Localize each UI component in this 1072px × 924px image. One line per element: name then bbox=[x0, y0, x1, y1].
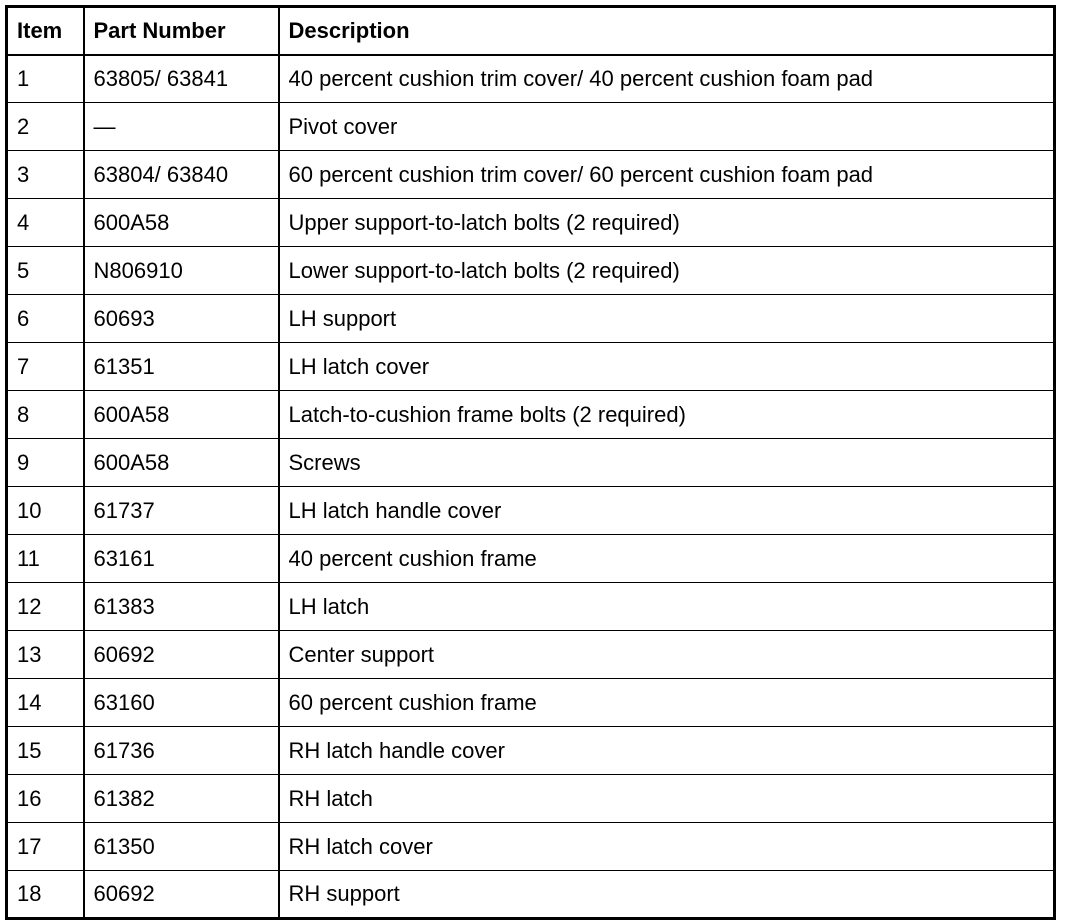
cell-item: 7 bbox=[7, 343, 84, 391]
cell-description: Lower support-to-latch bolts (2 required) bbox=[279, 247, 1055, 295]
cell-part-number: 600A58 bbox=[84, 391, 279, 439]
cell-item: 17 bbox=[7, 823, 84, 871]
cell-description: LH latch bbox=[279, 583, 1055, 631]
table-row bbox=[7, 631, 1055, 679]
cell-description: 40 percent cushion frame bbox=[279, 535, 1055, 583]
cell-part-number: — bbox=[84, 103, 279, 151]
cell-item: 13 bbox=[7, 631, 84, 679]
cell-item: 6 bbox=[7, 295, 84, 343]
cell-item: 10 bbox=[7, 487, 84, 535]
cell-part-number: 60692 bbox=[84, 871, 279, 919]
cell-part-number: 60693 bbox=[84, 295, 279, 343]
table-body bbox=[7, 55, 1055, 919]
cell-item: 4 bbox=[7, 199, 84, 247]
cell-item: 15 bbox=[7, 727, 84, 775]
header-part-number: Part Number bbox=[84, 7, 279, 55]
cell-description: LH latch cover bbox=[279, 343, 1055, 391]
table-row bbox=[7, 343, 1055, 391]
cell-item: 1 bbox=[7, 55, 84, 103]
cell-description: Center support bbox=[279, 631, 1055, 679]
cell-item: 5 bbox=[7, 247, 84, 295]
table-row bbox=[7, 55, 1055, 103]
cell-part-number: 61351 bbox=[84, 343, 279, 391]
table-row bbox=[7, 775, 1055, 823]
cell-item: 16 bbox=[7, 775, 84, 823]
header-description: Description bbox=[279, 7, 1055, 55]
cell-description: Screws bbox=[279, 439, 1055, 487]
table-row bbox=[7, 679, 1055, 727]
cell-description: Latch-to-cushion frame bolts (2 required) bbox=[279, 391, 1055, 439]
cell-description: RH latch bbox=[279, 775, 1055, 823]
cell-description: LH support bbox=[279, 295, 1055, 343]
table-row bbox=[7, 439, 1055, 487]
table-row bbox=[7, 535, 1055, 583]
cell-part-number: 63804/ 63840 bbox=[84, 151, 279, 199]
cell-description: 60 percent cushion frame bbox=[279, 679, 1055, 727]
table-row bbox=[7, 295, 1055, 343]
cell-item: 3 bbox=[7, 151, 84, 199]
cell-item: 9 bbox=[7, 439, 84, 487]
cell-item: 18 bbox=[7, 871, 84, 919]
cell-description: 40 percent cushion trim cover/ 40 percent cushion foam pad bbox=[279, 55, 1055, 103]
table-row bbox=[7, 391, 1055, 439]
cell-item: 14 bbox=[7, 679, 84, 727]
cell-part-number: 63161 bbox=[84, 535, 279, 583]
cell-part-number: 61350 bbox=[84, 823, 279, 871]
cell-description: 60 percent cushion trim cover/ 60 percent cushion foam pad bbox=[279, 151, 1055, 199]
header-item: Item bbox=[7, 7, 84, 55]
table-row bbox=[7, 199, 1055, 247]
table-row bbox=[7, 583, 1055, 631]
cell-description: Upper support-to-latch bolts (2 required) bbox=[279, 199, 1055, 247]
cell-description: RH latch handle cover bbox=[279, 727, 1055, 775]
table-header bbox=[7, 7, 1055, 55]
cell-description: RH support bbox=[279, 871, 1055, 919]
cell-part-number: N806910 bbox=[84, 247, 279, 295]
cell-part-number: 600A58 bbox=[84, 439, 279, 487]
table-row bbox=[7, 727, 1055, 775]
table-row bbox=[7, 487, 1055, 535]
table-row bbox=[7, 103, 1055, 151]
cell-part-number: 61736 bbox=[84, 727, 279, 775]
cell-part-number: 61737 bbox=[84, 487, 279, 535]
cell-part-number: 60692 bbox=[84, 631, 279, 679]
cell-item: 12 bbox=[7, 583, 84, 631]
cell-description: Pivot cover bbox=[279, 103, 1055, 151]
cell-part-number: 61382 bbox=[84, 775, 279, 823]
parts-table bbox=[5, 5, 1056, 920]
cell-part-number: 600A58 bbox=[84, 199, 279, 247]
cell-item: 8 bbox=[7, 391, 84, 439]
cell-part-number: 63160 bbox=[84, 679, 279, 727]
cell-part-number: 63805/ 63841 bbox=[84, 55, 279, 103]
table-row bbox=[7, 823, 1055, 871]
table-row bbox=[7, 151, 1055, 199]
cell-item: 2 bbox=[7, 103, 84, 151]
header-row bbox=[7, 7, 1055, 55]
cell-description: RH latch cover bbox=[279, 823, 1055, 871]
cell-description: LH latch handle cover bbox=[279, 487, 1055, 535]
table-row bbox=[7, 871, 1055, 919]
parts-table-container bbox=[5, 5, 1056, 913]
cell-part-number: 61383 bbox=[84, 583, 279, 631]
table-row bbox=[7, 247, 1055, 295]
cell-item: 11 bbox=[7, 535, 84, 583]
